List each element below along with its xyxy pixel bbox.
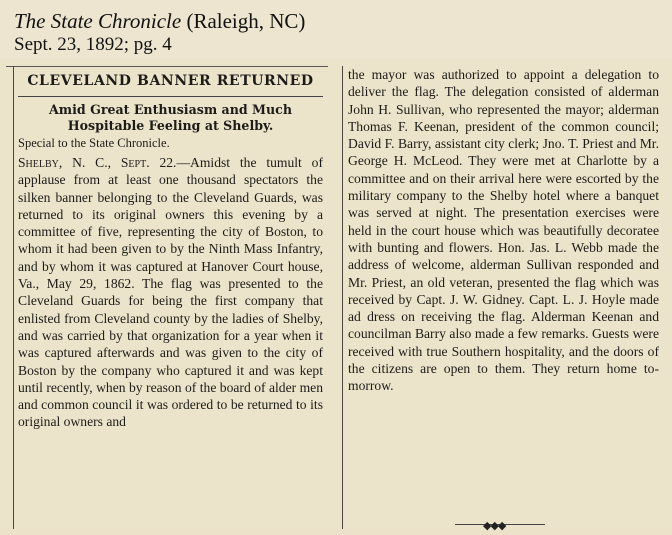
caption-source — [14, 9, 305, 34]
article-body-left-text: —Amidst the tumult of applause from at least one thousand spectators the silken banner belonging to the Cleveland Guards, was returned to its original owners this evening by a committee of five, representing the city of Boston, to whom it had been given to by the Ninth Mass Infantry, and by whom it was captured at Hanover Court house, Va., May 29, 1862. The flag was presented to the Cleveland Guards for being the first company that enlisted from Cleveland county by the ladies of Shelby, and was carried by that organization for a year when it was captured afterwards and was given to the city of Boston by the company who captured it and was kept until recently, when by reason of the board of alder men and common council it was ordered to be returned to its original owners and — [18, 155, 323, 430]
article-subhead: Amid Great Enthusiasm and Much Hospitable Feeling at Shelby. — [49, 102, 292, 133]
article-headline: CLEVELAND BANNER RETURNED — [18, 72, 323, 97]
caption-block — [0, 0, 672, 58]
article-body-left — [18, 154, 323, 431]
newspaper-clipping — [0, 58, 672, 532]
end-ornament: ◆◆◆ — [483, 520, 506, 532]
article-body-right: the mayor was authorized to appoint a delegation to deliver the flag. The delegation consisted of alderman John H. Sullivan, who represented the mayor; alderman Thomas F. Keenan, president of the common council; David F. Barry, assistant city clerk; Jno. T. Priest and Mr. George H. McLeod. They were met at Charlotte by a committee and on their arrival here were escorted by the military company to the Shelby hotel where a banquet was served at night. The presentation exercises were held in the court house which was beautifully decoratee with bunting and flowers. Hon. Jas. L. Webb made the address of welcome, alderman Sullivan responded and Mr. Priest, an old veteran, presented the flag which was received by Capt. J. W. Gidney. Capt. L. J. Hoyle made ad dress on receiving the flag. Alderman Keenan and councilman Barry also made a few remarks. Guests were received with true Southern hospitality, and the doors of the citizens are open to them. They return home to-morrow. — [348, 67, 659, 394]
article-right-column — [342, 66, 664, 532]
publication-place: (Raleigh, NC) — [181, 9, 306, 33]
caption-date-page: Sept. 23, 1892; pg. 4 — [14, 34, 172, 55]
article-left-column — [13, 66, 327, 529]
publication-name: The State Chronicle — [14, 9, 182, 33]
special-note: Special to the State Chronicle. — [18, 136, 170, 150]
article-dateline: Shelby, N. C., Sept. 22. — [18, 155, 177, 170]
